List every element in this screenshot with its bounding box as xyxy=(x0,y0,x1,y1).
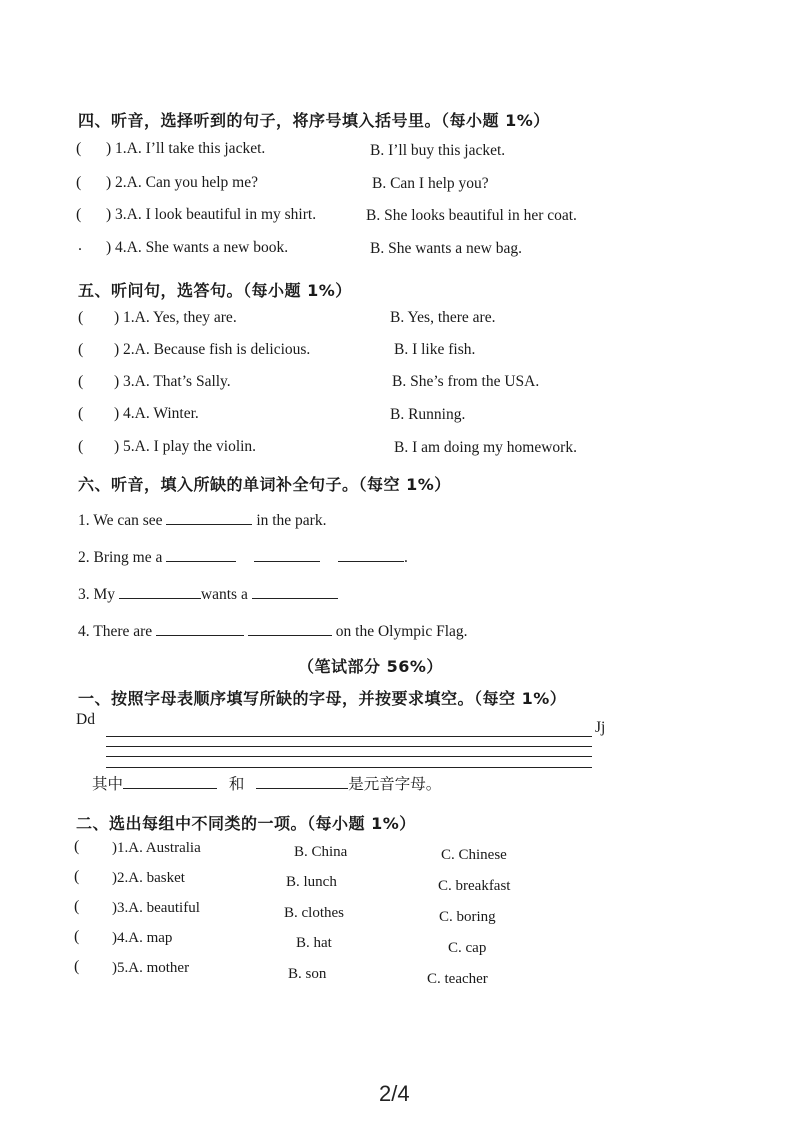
sentence-number: 1. xyxy=(78,512,90,529)
sentence-text: My xyxy=(93,586,116,603)
option-b: B. China xyxy=(294,844,348,860)
option-b: B. I like fish. xyxy=(394,341,476,358)
fill-sentence-3 xyxy=(78,584,338,604)
option-b: B. hat xyxy=(296,935,332,951)
answer-paren: ( xyxy=(78,373,84,390)
sentence-text: wants a xyxy=(200,586,248,603)
answer-blank[interactable] xyxy=(166,547,236,562)
option-a: )4.A. map xyxy=(112,930,173,946)
option-a: )3.A. beautiful xyxy=(112,900,200,916)
option-c: C. Chinese xyxy=(441,847,507,863)
sentence-number: 3. xyxy=(78,586,90,603)
sentence-text: in the park. xyxy=(256,512,327,529)
option-b: B. She’s from the USA. xyxy=(392,373,540,390)
vowel-suffix: 是元音字母。 xyxy=(348,776,442,793)
option-c: C. boring xyxy=(439,909,496,925)
section-5-title: 五、听问句，选答句。（每小题 1%） xyxy=(78,281,352,300)
answer-blank[interactable] xyxy=(123,774,217,789)
answer-blank[interactable] xyxy=(166,510,252,525)
answer-blank[interactable] xyxy=(248,621,332,636)
fill-sentence-2 xyxy=(78,547,408,567)
option-a: ) 2.A. Because fish is delicious. xyxy=(114,341,311,358)
answer-paren: ( xyxy=(74,838,80,855)
vowel-question xyxy=(92,772,441,794)
answer-paren: . xyxy=(78,237,82,254)
sentence-text: There are xyxy=(93,623,153,640)
answer-paren: ( xyxy=(74,868,80,885)
sentence-end: . xyxy=(404,549,408,566)
sentence-text: on the Olympic Flag. xyxy=(335,623,468,640)
option-a: ) 1.A. Yes, they are. xyxy=(114,309,237,326)
sentence-text: We can see xyxy=(93,512,163,529)
answer-blank[interactable] xyxy=(256,774,348,789)
answer-blank[interactable] xyxy=(254,547,320,562)
option-a: )5.A. mother xyxy=(112,960,190,976)
option-b: B. Running. xyxy=(390,406,466,423)
option-b: B. clothes xyxy=(284,905,344,921)
writing-line[interactable] xyxy=(106,767,592,768)
answer-paren: ( xyxy=(76,174,82,191)
option-b: B. I am doing my homework. xyxy=(394,439,577,456)
section-4-title: 四、听音，选择听到的句子，将序号填入括号里。（每小题 1%） xyxy=(78,111,550,130)
option-b: B. She wants a new bag. xyxy=(370,240,522,257)
answer-blank[interactable] xyxy=(338,547,404,562)
answer-paren: ( xyxy=(78,341,84,358)
option-b: B. lunch xyxy=(286,874,337,890)
option-a: ) 3.A. That’s Sally. xyxy=(114,373,231,390)
answer-paren: ( xyxy=(74,958,80,975)
fill-sentence-1 xyxy=(78,510,326,530)
sentence-number: 4. xyxy=(78,623,90,640)
option-b: B. I’ll buy this jacket. xyxy=(370,142,506,159)
option-b: B. She looks beautiful in her coat. xyxy=(366,207,577,224)
option-a: ) 5.A. I play the violin. xyxy=(114,438,257,455)
vowel-label: 其中 xyxy=(92,776,124,793)
alphabet-end: Jj xyxy=(595,719,606,736)
option-b: B. Yes, there are. xyxy=(390,309,496,326)
option-a: ) 4.A. Winter. xyxy=(114,405,199,422)
option-a: ) 2.A. Can you help me? xyxy=(106,174,258,191)
option-c: C. breakfast xyxy=(438,878,511,894)
answer-blank[interactable] xyxy=(252,584,338,599)
page-number: 2/4 xyxy=(379,1081,410,1106)
sentence-text: Bring me a xyxy=(93,549,163,566)
answer-blank[interactable] xyxy=(119,584,201,599)
writing-line[interactable] xyxy=(106,736,592,737)
answer-blank[interactable] xyxy=(156,621,244,636)
alphabet-start: Dd xyxy=(76,711,95,728)
section-6-title: 六、听音，填入所缺的单词补全句子。（每空 1%） xyxy=(78,475,451,494)
fill-sentence-4 xyxy=(78,621,468,641)
option-c: C. cap xyxy=(448,940,487,956)
answer-paren: ( xyxy=(78,438,84,455)
answer-paren: ( xyxy=(74,898,80,915)
sentence-number: 2. xyxy=(78,549,90,566)
option-a: )2.A. basket xyxy=(112,870,185,886)
writing-line[interactable] xyxy=(106,746,592,747)
written-part-header: （笔试部分 56%） xyxy=(298,657,443,676)
vowel-and: 和 xyxy=(228,776,245,793)
answer-paren: ( xyxy=(78,309,84,326)
writing-line[interactable] xyxy=(106,756,592,757)
answer-paren: ( xyxy=(76,206,82,223)
answer-paren: ( xyxy=(76,140,82,157)
option-a: ) 4.A. She wants a new book. xyxy=(106,239,289,256)
option-c: C. teacher xyxy=(427,971,488,987)
option-b: B. Can I help you? xyxy=(372,175,489,192)
option-a: ) 1.A. I’ll take this jacket. xyxy=(106,140,266,157)
option-a: ) 3.A. I look beautiful in my shirt. xyxy=(106,206,317,223)
option-b: B. son xyxy=(288,966,327,982)
part-1-title: 一、按照字母表顺序填写所缺的字母，并按要求填空。（每空 1%） xyxy=(78,689,567,708)
answer-paren: ( xyxy=(78,405,84,422)
option-a: )1.A. Australia xyxy=(112,840,201,856)
part-2-title: 二、选出每组中不同类的一项。（每小题 1%） xyxy=(76,814,416,833)
answer-paren: ( xyxy=(74,928,80,945)
